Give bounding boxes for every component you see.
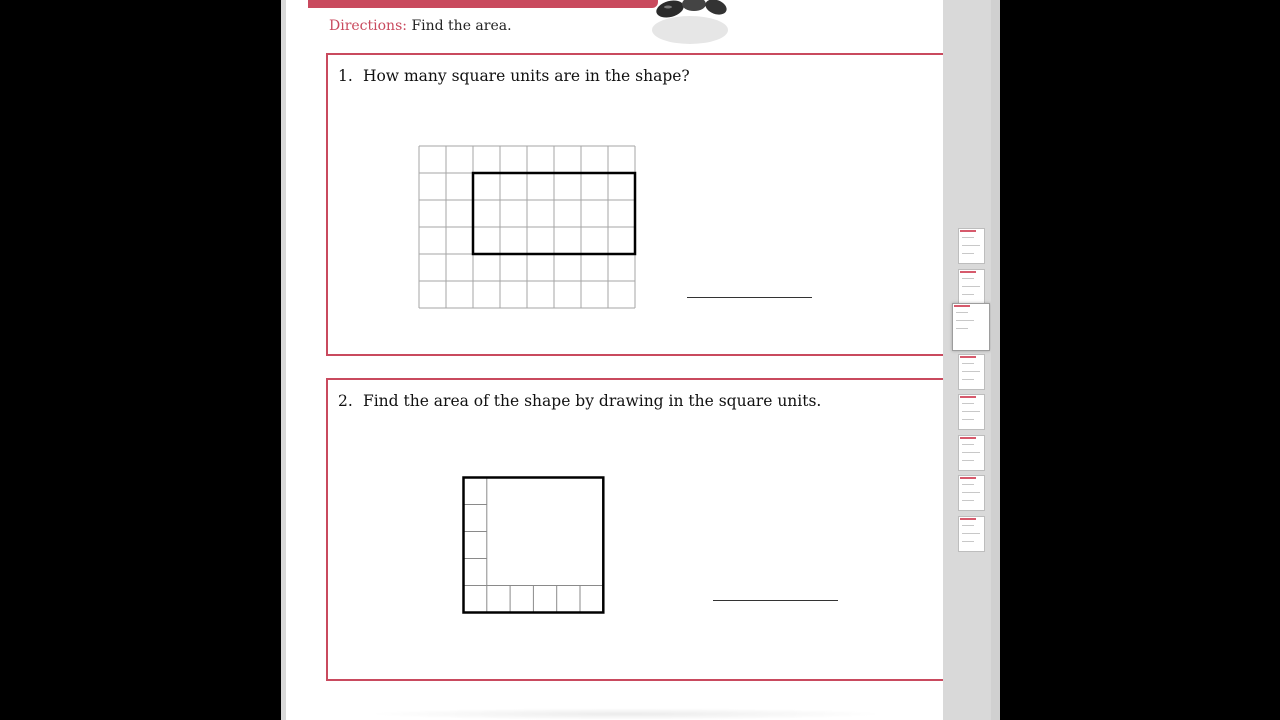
thumbnail-line	[962, 278, 974, 279]
page-thumbnail[interactable]	[958, 269, 985, 305]
thumbnail-line	[962, 253, 974, 254]
page-thumbnail[interactable]	[958, 435, 985, 471]
beans-icon	[648, 0, 738, 50]
question-1-number: 1.	[338, 67, 353, 85]
thumbnail-line	[962, 541, 974, 542]
question-2-box	[326, 378, 943, 681]
thumbnail-line	[962, 286, 980, 287]
page-thumbnail-strip	[952, 228, 992, 558]
directions-text: Find the area.	[411, 18, 512, 34]
thumbnail-line	[962, 411, 980, 412]
thumbnail-line	[962, 363, 974, 364]
question-2-prompt: Find the area of the shape by drawing in the square units.	[362, 392, 822, 410]
thumbnail-line	[962, 419, 974, 420]
thumbnail-header	[960, 271, 976, 273]
question-2-number: 2.	[338, 392, 353, 410]
document-viewer	[281, 0, 1000, 720]
question-2-text	[338, 392, 821, 410]
thumbnail-line	[962, 533, 980, 534]
thumbnail-line	[956, 328, 968, 329]
page-thumbnail[interactable]	[958, 228, 985, 264]
thumbnail-line	[962, 525, 974, 526]
thumbnail-line	[962, 452, 980, 453]
thumbnail-line	[962, 294, 974, 295]
page-thumbnail[interactable]	[958, 516, 985, 552]
thumbnail-header	[960, 356, 976, 358]
thumbnail-line	[962, 379, 974, 380]
page-thumbnail[interactable]	[958, 475, 985, 511]
thumbnail-line	[962, 484, 974, 485]
thumbnail-line	[956, 320, 974, 321]
question-2-answer-line[interactable]	[713, 600, 838, 601]
question-1-box	[326, 53, 943, 356]
question-1-prompt: How many square units are in the shape?	[362, 67, 690, 85]
thumbnail-header	[960, 518, 976, 520]
question-1-grid	[418, 145, 638, 311]
scrollbar[interactable]	[991, 0, 1000, 720]
page-thumbnail[interactable]	[958, 354, 985, 390]
thumbnail-header	[954, 305, 970, 307]
worksheet-page	[286, 0, 943, 720]
thumbnail-line	[956, 312, 968, 313]
thumbnail-header	[960, 396, 976, 398]
page-thumbnail[interactable]	[952, 303, 990, 351]
thumbnail-header	[960, 230, 976, 232]
thumbnail-line	[962, 371, 980, 372]
directions	[329, 18, 512, 34]
thumbnail-line	[962, 403, 974, 404]
thumbnail-line	[962, 444, 974, 445]
question-1-text	[338, 67, 690, 85]
header-accent-band	[308, 0, 658, 8]
thumbnail-line	[962, 245, 980, 246]
thumbnail-header	[960, 437, 976, 439]
thumbnail-line	[962, 492, 980, 493]
thumbnail-line	[962, 237, 974, 238]
thumbnail-line	[962, 460, 974, 461]
directions-label: Directions:	[329, 18, 407, 34]
question-1-answer-line[interactable]	[687, 297, 812, 298]
page-thumbnail[interactable]	[958, 394, 985, 430]
thumbnail-header	[960, 477, 976, 479]
question-2-shape	[462, 476, 608, 618]
page-shadow	[366, 708, 886, 720]
thumbnail-line	[962, 500, 974, 501]
